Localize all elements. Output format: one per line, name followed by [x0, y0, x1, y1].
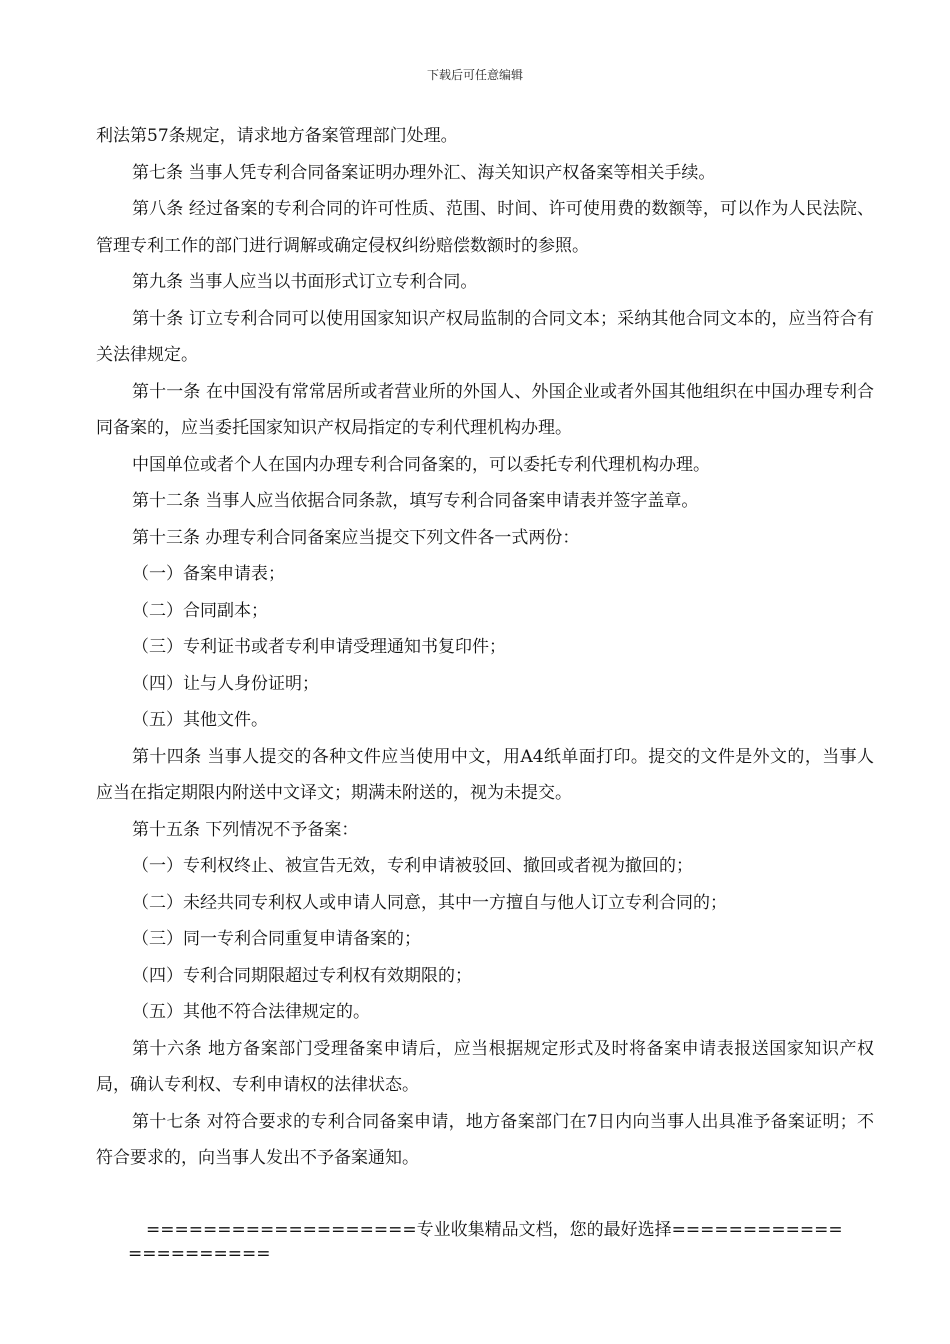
list-item: （四）专利合同期限超过专利权有效期限的； — [132, 965, 472, 986]
page-footer: ===================专业收集精品文档，您的最好选择====================== — [128, 1220, 843, 1264]
list-item: （四）让与人身份证明； — [132, 673, 319, 694]
list-item: （三）同一专利合同重复申请备案的； — [132, 929, 421, 949]
list-item: （一）备案申请表； — [132, 564, 285, 584]
paragraph: 第十二条 当事人应当依据合同条款，填写专利合同备案申请表并签字盖章。 — [132, 491, 699, 511]
paragraph: 第十条 订立专利合同可以使用国家知识产权局监制的合同文本；采纳其他合同文本的，应当符合有关法律规定。 — [96, 308, 874, 365]
paragraph: 利法第57条规定，请求地方备案管理部门处理。 — [96, 126, 458, 146]
paragraph: 第十六条 地方备案部门受理备案申请后，应当根据规定形式及时将备案申请表报送国家知识产权局，确认专利权、专利申请权的法律状态。 — [96, 1038, 874, 1095]
paragraph: 第十一条 在中国没有常常居所或者营业所的外国人、外国企业或者外国其他组织在中国办理专利合同备案的，应当委托国家知识产权局指定的专利代理机构办理。 — [96, 381, 874, 438]
paragraph: 第十七条 对符合要求的专利合同备案申请，地方备案部门在7日内向当事人出具准予备案证明；不符合要求的，向当事人发出不予备案通知。 — [96, 1111, 874, 1168]
list-item: （二）未经共同专利权人或申请人同意，其中一方擅自与他人订立专利合同的； — [132, 892, 727, 913]
paragraph: 第十五条 下列情况不予备案： — [132, 819, 359, 840]
paragraph: 第十四条 当事人提交的各种文件应当使用中文，用A4纸单面打印。提交的文件是外文的，当事人应当在指定期限内附送中文译文；期满未附送的，视为未提交。 — [96, 746, 874, 803]
list-item: （五）其他不符合法律规定的。 — [132, 1002, 370, 1022]
paragraph: 中国单位或者个人在国内办理专利合同备案的，可以委托专利代理机构办理。 — [132, 454, 710, 475]
paragraph: 第七条 当事人凭专利合同备案证明办理外汇、海关知识产权备案等相关手续。 — [132, 162, 716, 183]
list-item: （二）合同副本； — [132, 600, 268, 621]
paragraph: 第九条 当事人应当以书面形式订立专利合同。 — [132, 272, 478, 292]
page-header: 下载后可任意编辑 — [426, 68, 523, 82]
list-item: （一）专利权终止、被宣告无效，专利申请被驳回、撤回或者视为撤回的； — [132, 856, 693, 876]
document-body — [96, 118, 874, 1177]
list-item: （三）专利证书或者专利申请受理通知书复印件； — [132, 637, 506, 657]
list-item: （五）其他文件。 — [132, 710, 268, 730]
paragraph: 第八条 经过备案的专利合同的许可性质、范围、时间、许可使用费的数额等，可以作为人民法院、管理专利工作的部门进行调解或确定侵权纠纷赔偿数额时的参照。 — [96, 199, 874, 256]
paragraph: 第十三条 办理专利合同备案应当提交下列文件各一式两份： — [132, 527, 580, 548]
